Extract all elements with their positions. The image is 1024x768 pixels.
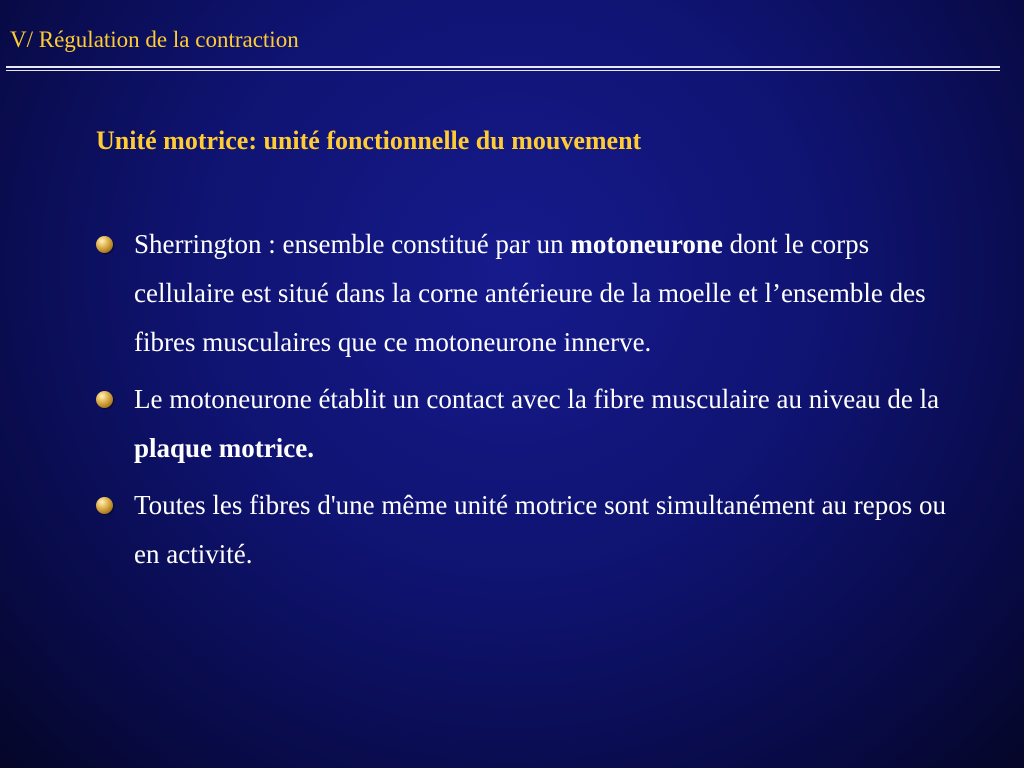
bullet-text: Sherrington : ensemble constitué par un: [134, 229, 571, 259]
bullet-item-fibres: [96, 481, 976, 579]
bullet-ball-icon: [96, 236, 113, 253]
bullet-bold-term: motoneurone: [570, 229, 723, 259]
section-header: V/ Régulation de la contraction: [10, 27, 299, 52]
header-divider-bottom: [6, 70, 1000, 71]
slide-title: Unité motrice: unité fonctionnelle du mouvement: [96, 126, 642, 155]
bullet-ball-icon: [96, 391, 113, 408]
bullet-text: Le motoneurone établit un contact avec la fibre musculaire au niveau de la: [134, 384, 940, 414]
bullet-ball-icon: [96, 497, 113, 514]
bullet-item-contact: [96, 375, 976, 473]
bullet-bold-term: plaque motrice.: [134, 433, 314, 463]
bullet-list: [96, 220, 976, 587]
header-divider-top: [6, 66, 1000, 68]
bullet-item-sherrington: [96, 220, 976, 367]
bullet-text: Toutes les fibres d'une même unité motrice sont simultanément au repos ou en activité.: [134, 490, 947, 569]
bullet-text: dont le corps cellulaire est situé dans la corne antérieure de la moelle et l’ensemble des fibres musculaires que ce motoneurone innerve.: [134, 229, 926, 357]
